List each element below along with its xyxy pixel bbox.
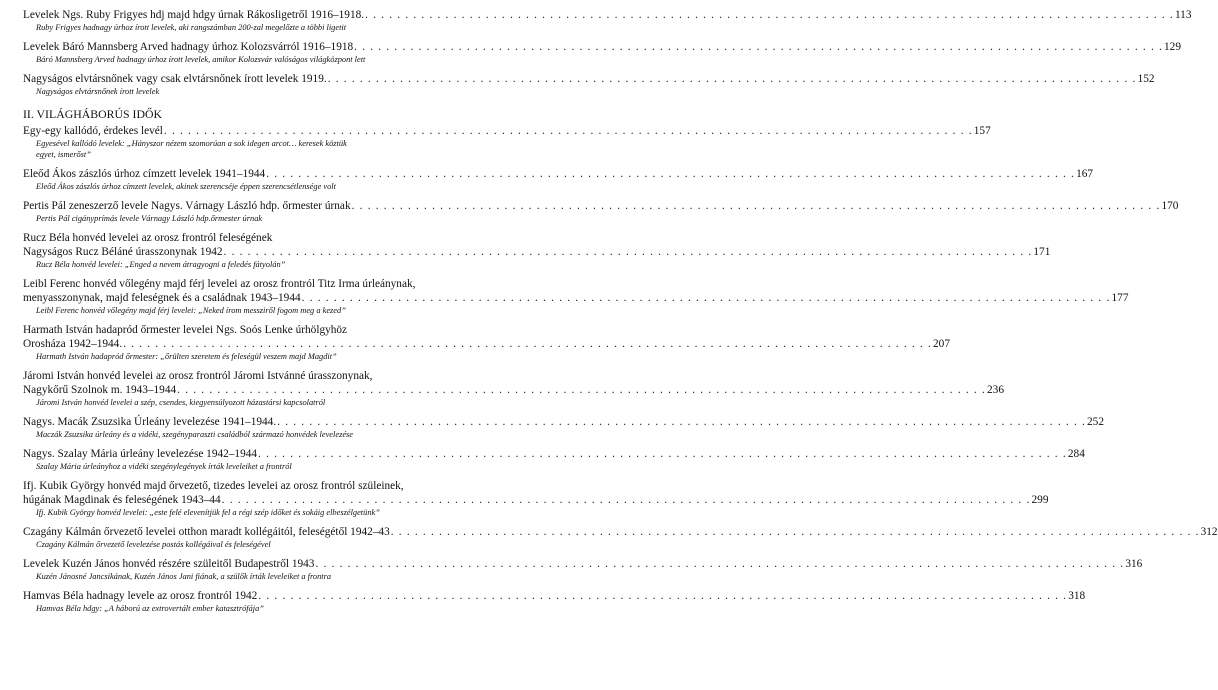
entry-description: Harmath István hadapród őrmester: „őrülten szeretem és feleségül veszem majd Magdit” [36, 352, 337, 361]
entry-title: Levelek Ngs. Ruby Frigyes hdj majd hdgy úrnak Rákosligetről 1916–1918. [23, 9, 365, 21]
page-number: 113 [1174, 9, 1192, 21]
page-number: 170 [1161, 200, 1179, 212]
toc-entry-macak [23, 415, 1104, 440]
toc-entry-pertis [23, 199, 1179, 224]
toc-entry-szalay [23, 447, 1085, 472]
page-number: 129 [1164, 41, 1181, 53]
toc-entry-line [23, 199, 1179, 213]
entry-description: Ifj. Kubik György honvéd levelei: „este felé elevenítjük fel a régi szép időket és sokáig elbeszélgetünk” [36, 508, 380, 517]
toc-entry-line [23, 557, 1143, 571]
entry-title: Czagány Kálmán őrvezető levelei otthon maradt kollégáitól, feleségétől 1942–43 [23, 526, 390, 538]
entry-title: menyasszonynak, majd feleségnek és a családnak 1943–1944 [23, 292, 301, 304]
page-number: 207 [933, 338, 950, 350]
toc-entry-line [23, 493, 1049, 507]
entry-description: Czagány Kálmán őrvezető levelezése postás kollégáival és feleségével [36, 540, 271, 549]
dot-leader [177, 383, 986, 397]
dot-leader [354, 40, 1163, 54]
toc-entry-line [23, 525, 1218, 539]
entry-title-line1: Leibl Ferenc honvéd vőlegény majd férj levelei az orosz frontról Titz Irma úrleánynak, [23, 278, 416, 290]
entry-title: Levelek Báró Mannsberg Arved hadnagy úrhoz Kolozsvárról 1916–1918 [23, 41, 354, 53]
page-number: 284 [1067, 448, 1085, 460]
entry-title: Nagyságos Rucz Béláné úrasszonynak 1942 [23, 246, 223, 258]
dot-leader [315, 557, 1124, 571]
entry-description: Ruby Frigyes hadnagy úrhoz írott levelek, aki rangszámban 200-zal megelőzte a többi ligetit [36, 23, 347, 32]
entry-description-cont: egyet, ismerőst” [36, 150, 91, 159]
page-number: 177 [1111, 292, 1129, 304]
dot-leader [328, 72, 1137, 86]
dot-leader [277, 415, 1086, 429]
toc-entry-line [23, 8, 1192, 22]
entry-title: húgának Magdinak és feleségének 1943–44 [23, 494, 221, 506]
entry-title: Levelek Kuzén János honvéd részére szüleitől Budapestről 1943 [23, 558, 315, 570]
toc-entry-line [23, 415, 1104, 429]
page-number: 316 [1125, 558, 1143, 570]
toc-entry-kallodo [23, 124, 991, 160]
dot-leader [391, 525, 1200, 539]
entry-description: Járomi István honvéd levelei a szép, csendes, kiegyensúlyozott házastársi kapcsolatról [36, 398, 326, 407]
dot-leader [365, 8, 1174, 22]
dot-leader [164, 124, 973, 138]
dot-leader [266, 167, 1075, 181]
toc-entry-kuzen [23, 557, 1143, 582]
toc-entry-elvtarsno [23, 72, 1155, 97]
page-number: 236 [987, 384, 1004, 396]
entry-title: Nagykőrű Szolnok m. 1943–1944 [23, 384, 177, 396]
entry-title: Nagys. Macák Zsuzsika Úrleány levelezése 1941–1944. [23, 416, 277, 428]
toc-entry-eleod [23, 167, 1094, 192]
toc-entry-jaromi [23, 369, 1004, 408]
dot-leader [123, 337, 932, 351]
page-number: 312 [1200, 526, 1218, 538]
entry-title-line1: Rucz Béla honvéd levelei az orosz frontról feleségének [23, 232, 273, 244]
entry-title: Pertis Pál zeneszerző levele Nagys. Várnagy László hdp. őrmester úrnak [23, 200, 351, 212]
page-number: 299 [1031, 494, 1049, 506]
entry-description: Maczák Zsuzsika úrleány és a vidéki, szegényparaszti családból származó honvédek levelezése [36, 430, 354, 439]
toc-entry-line [23, 40, 1181, 54]
entry-title: Hamvas Béla hadnagy levele az orosz frontról 1942 [23, 590, 258, 602]
dot-leader [222, 493, 1031, 507]
entry-description: Eleőd Ákos zászlós úrhoz címzett levelek, akinek szerencséje éppen szerencsétlensége volt [36, 182, 336, 191]
toc-entry-harmath [23, 323, 950, 362]
page-number: 171 [1033, 246, 1051, 258]
entry-title-line1: Járomi István honvéd levelei az orosz frontról Járomi Istvánné úrasszonynak, [23, 370, 373, 382]
entry-description: Hamvas Béla hdgy: „A háború az extrovertált ember katasztrófája” [36, 604, 264, 613]
entry-title-line1: Harmath István hadapród őrmester levelei Ngs. Soós Lenke úrhölgyhöz [23, 324, 348, 336]
entry-description: Báró Mannsberg Arved hadnagy úrhoz írott levelek, amikor Kolozsvár valóságos világközpont lett [36, 55, 366, 64]
toc-entry-kubik [23, 479, 1049, 518]
dot-leader [302, 291, 1111, 305]
entry-description: Kuzén Jánosné Jancsikának, Kuzén János Jani fiának, a szülők írták leveleiket a frontra [36, 572, 332, 581]
page-number: 167 [1076, 168, 1094, 180]
entry-description: Leibl Ferenc honvéd vőlegény majd férj levelei: „Neked írom messziről fogom meg a kezed” [36, 306, 346, 315]
toc-entry-line [23, 245, 1051, 259]
toc-entry-line [23, 589, 1086, 603]
entry-title: Orosháza 1942–1944. [23, 338, 123, 350]
dot-leader [224, 245, 1033, 259]
entry-description: Szalay Mária úrleányhoz a vidéki szegénylegények írták leveleiket a frontról [36, 462, 292, 471]
page-number: 157 [973, 125, 991, 137]
toc-entry-ruby [23, 8, 1192, 33]
toc-entry-czagany [23, 525, 1218, 550]
entry-description: Nagyságos elvtársnőnek írott levelek [36, 87, 160, 96]
toc-entry-line [23, 291, 1129, 305]
dot-leader [258, 447, 1067, 461]
page-number: 152 [1137, 73, 1155, 85]
toc-entry-hamvas [23, 589, 1086, 614]
toc-entry-mannsberg [23, 40, 1181, 65]
toc-entry-rucz [23, 231, 1051, 270]
entry-title-line1: Ifj. Kubik György honvéd majd őrvezető, tizedes levelei az orosz frontról szüleinek, [23, 480, 404, 492]
toc-entry-line [23, 383, 1004, 397]
entry-description: Pertis Pál cigányprímás levele Várnagy László hdp.őrmester úrnak [36, 214, 263, 223]
dot-leader [352, 199, 1161, 213]
entry-title: Nagys. Szalay Mária úrleány levelezése 1942–1944 [23, 448, 258, 460]
entry-description: Rucz Béla honvéd levelei: „Enged a nevem átragyogni a feledés fátyolán” [36, 260, 286, 269]
toc-entry-line [23, 72, 1155, 86]
toc-entry-line [23, 337, 950, 351]
page-number: 318 [1068, 590, 1086, 602]
section-title: II. VILÁGHÁBORÚS IDŐK [23, 107, 163, 121]
toc-entry-line [23, 167, 1094, 181]
toc-entry-line [23, 447, 1085, 461]
entry-title: Nagyságos elvtársnőnek vagy csak elvtársnőnek írott levelek 1919. [23, 73, 327, 85]
dot-leader [258, 589, 1067, 603]
toc-entry-line [23, 124, 991, 138]
page-number: 252 [1087, 416, 1104, 428]
entry-title: Egy-egy kallódó, érdekes levél [23, 125, 163, 137]
entry-title: Eleőd Ákos zászlós úrhoz címzett levelek 1941–1944 [23, 168, 266, 180]
toc-entry-leibl [23, 277, 1129, 316]
entry-description: Egyesével kallódó levelek: „Hányszor nézem szomorúan a sok idegen arcot… keresek köztük [36, 139, 347, 148]
